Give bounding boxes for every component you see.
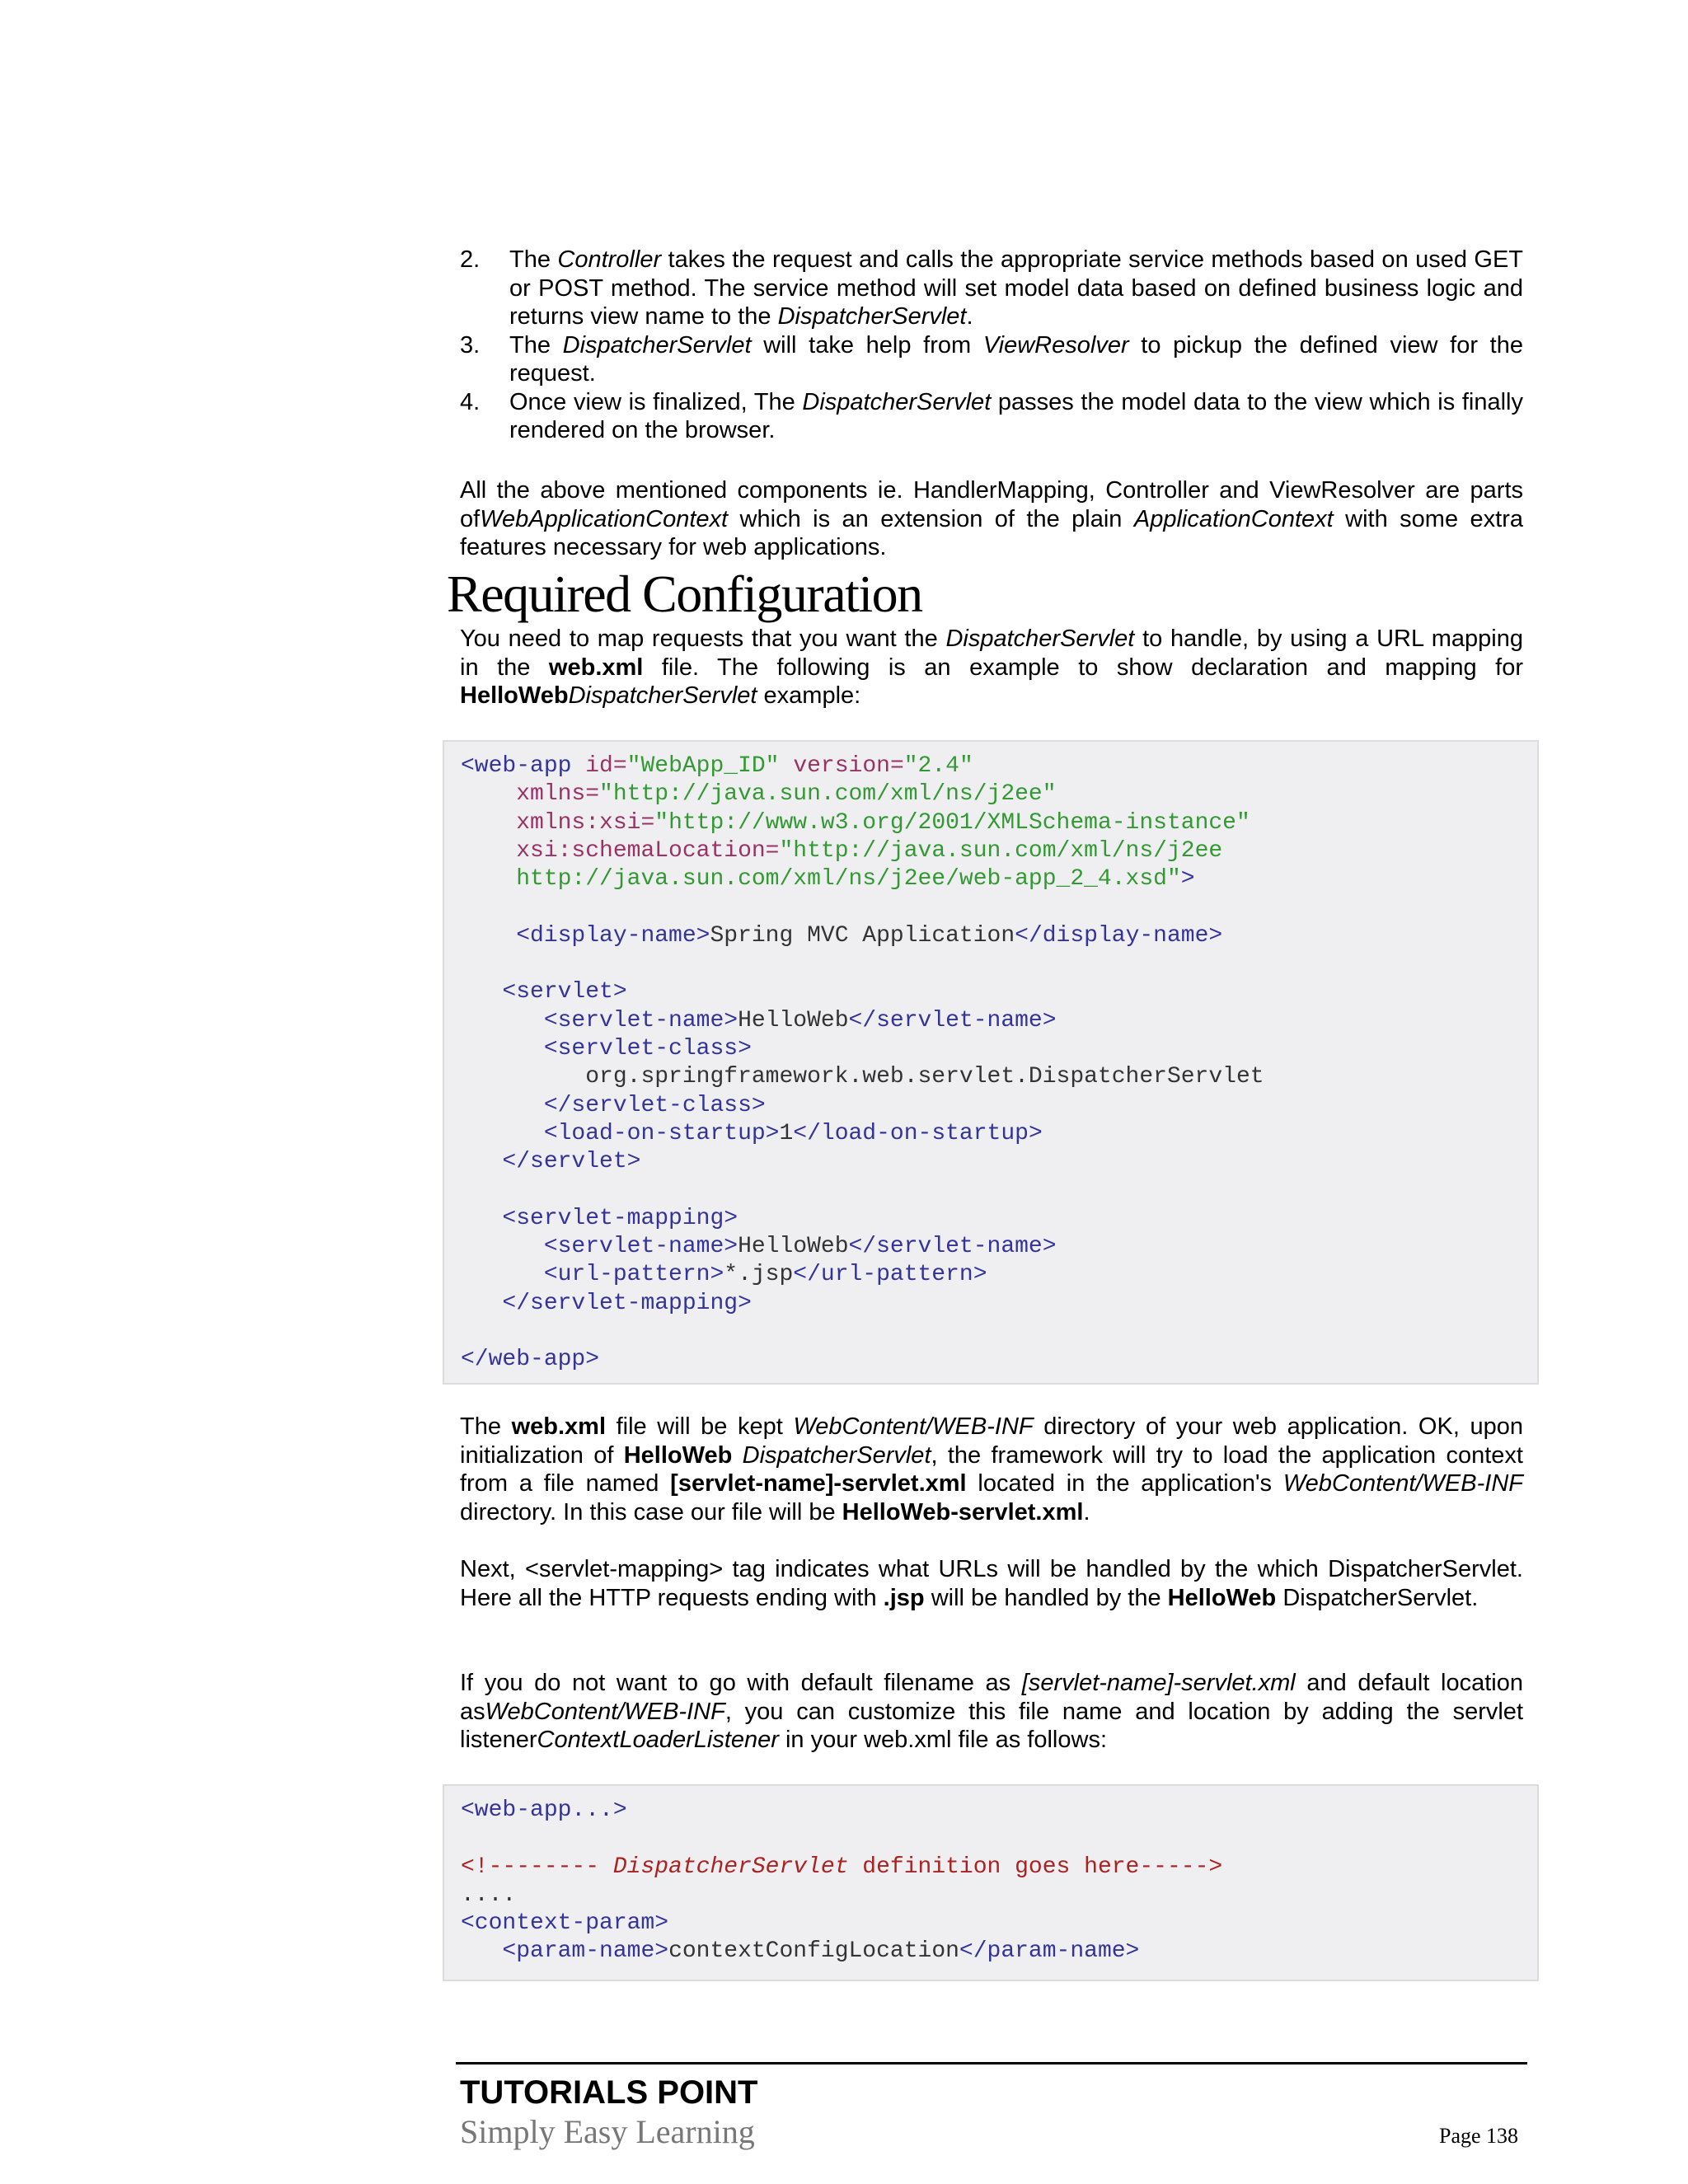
paragraph-default: If you do not want to go with default filename as [servlet-name]-servlet.xml and default location asWebContent/WEB-INF, you can customize this file name and location by adding the servlet listenerContextLoaderListener in your web.xml file as follows: — [460, 1670, 1524, 1753]
list-number: 3. — [460, 331, 481, 359]
code-block-context — [443, 1784, 1539, 1981]
steps-list — [460, 246, 1523, 445]
paragraph-components: All the above mentioned components ie. HandlerMapping, Controller and ViewResolver are parts ofWebApplicationContext which is an extension of the plain ApplicationContext with some extra features necessary for web applications. — [460, 477, 1523, 560]
code-block-webxml — [443, 740, 1539, 1385]
footer-divider — [456, 2062, 1527, 2064]
list-number: 4. — [460, 388, 481, 415]
paragraph-webxml: The web.xml file will be kept WebContent/WEB-INF directory of your web application. OK, upon initialization of HelloWeb DispatcherServlet, the framework will try to load the application context from a file named [servlet-name]-servlet.xml located in the application's WebContent/WEB-INF directory. In this case our file will be HelloWeb-servlet.xml. — [460, 1413, 1523, 1526]
list-number: 2. — [460, 246, 481, 273]
paragraph-intro: You need to map requests that you want the DispatcherServlet to handle, by using a URL mapping in the web.xml file. The following is an example to show declaration and mapping for HelloWebDispatcherServlet example: — [460, 626, 1523, 709]
list-item: 2. The Controller takes the request and calls the appropriate service methods based on used GET or POST method. The service method will set model data based on defined business logic and returns view name to the DispatcherServlet. — [460, 246, 1524, 330]
code-listing: <web-app...> <!-------- DispatcherServlet definition goes here-----> .... <context-param> <param-name>contextConfigLocation</param-name> — [461, 1797, 1223, 1965]
list-item: 4. Once view is finalized, The DispatcherServlet passes the model data to the view which is finally rendered on the browser. — [460, 388, 1523, 443]
section-heading: Required Configuration — [447, 565, 922, 623]
footer-tagline: Simply Easy Learning — [460, 2113, 755, 2150]
code-listing: <web-app id="WebApp_ID" version="2.4" xmlns="http://java.sun.com/xml/ns/j2ee" xmlns:xsi="http://www.w3.org/2001/XMLSchema-instance" xsi:schemaLocation="http://java.sun.com/xml/ns/j2ee http://java.sun.com/xml/ns/j2ee/web-app_2_4.xsd"> <display-name>Spring MVC Application</display-name> <servlet> <servlet-name>HelloWeb</servlet-name> <servlet-class> org.springframework.web.servlet.DispatcherServlet </servlet-class> <load-on-startup>1</load-on-startup> </servlet> <servlet-mapping> <servlet-name>HelloWeb</servlet-name> <url-pattern>*.jsp</url-pattern> </servlet-mapping> </web-app> — [461, 753, 1264, 1373]
page-number: Page 138 — [1439, 2124, 1519, 2148]
paragraph-next: Next, <servlet-mapping> tag indicates what URLs will be handled by the which DispatcherServlet. Here all the HTTP requests ending with .jsp will be handled by the HelloWeb DispatcherServlet. — [460, 1556, 1523, 1611]
list-item: 3. The DispatcherServlet will take help from ViewResolver to pickup the defined view for the request. — [460, 331, 1523, 387]
footer-brand: TUTORIALS POINT — [460, 2074, 758, 2111]
